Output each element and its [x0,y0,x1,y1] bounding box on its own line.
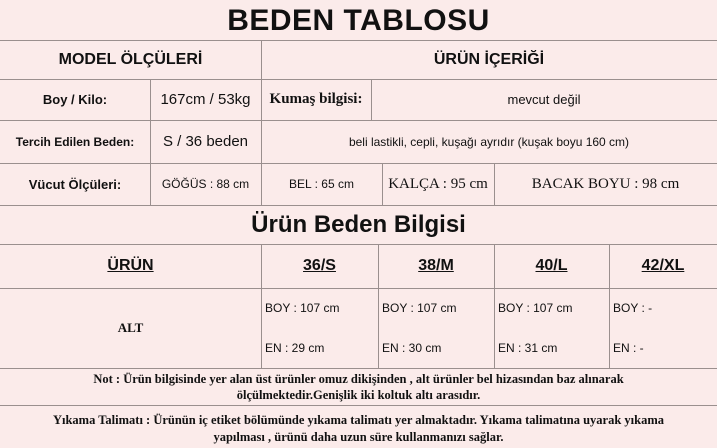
preferred-size-value: S / 36 beden [162,133,249,150]
product-name: ALT [117,320,144,335]
length-36: BOY : 107 cm [265,301,340,315]
leg-measurement: BACAK BOYU : 98 cm [531,175,680,192]
wash-instruction-line1: Yıkama Talimatı : Ürünün iç etiket bölümünde yıkama talimatı yer almaktadır. Yıkama talimatına uyarak yıkama [52,413,665,427]
measurements-label: Vücut Ölçüleri: [28,176,122,192]
product-details: beli lastikli, cepli, kuşağı ayrıdır (kuşak boyu 160 cm) [348,134,630,149]
length-38: BOY : 107 cm [382,301,457,315]
size-header-42: 42/XL [641,257,685,274]
preferred-size-label: Tercih Edilen Beden: [15,134,135,149]
height-weight-label: Boy / Kilo: [42,92,108,107]
chest-measurement: GÖĞÜS : 88 cm [161,177,250,191]
height-weight-value: 167cm / 53kg [160,91,251,108]
page-title: BEDEN TABLOSU [227,4,490,37]
width-40: EN : 31 cm [498,341,558,355]
width-36: EN : 29 cm [265,341,325,355]
wash-instruction-line2: yapılması , ürünü daha uzun süre kullanmanızı sağlar. [213,430,504,444]
measurement-note-line1: Not : Ürün bilgisinde yer alan üst ürünler omuz dikişinden , alt ürünler bel hizasından baz alınarak [93,372,624,386]
length-42: BOY : - [613,301,653,315]
waist-measurement: BEL : 65 cm [289,177,354,191]
hip-measurement: KALÇA : 95 cm [388,175,488,192]
divider [0,368,717,369]
width-42: EN : - [613,341,644,355]
length-40: BOY : 107 cm [498,301,573,315]
size-header-40: 40/L [535,257,568,274]
width-38: EN : 30 cm [382,341,442,355]
size-info-title: Ürün Beden Bilgisi [251,210,466,238]
model-measurements-header: MODEL ÖLÇÜLERİ [58,50,203,68]
fabric-label: Kumaş bilgisi: [269,91,363,107]
size-header-38: 38/M [418,257,454,274]
size-header-36: 36/S [303,257,336,274]
fabric-value: mevcut değil [507,92,581,107]
product-content-header: ÜRÜN İÇERİĞİ [433,50,545,68]
product-column-header: ÜRÜN [107,257,154,274]
divider [0,405,717,406]
measurement-note-line2: ölçülmektedir.Genişlik iki koltuk altı arasıdır. [236,388,481,402]
